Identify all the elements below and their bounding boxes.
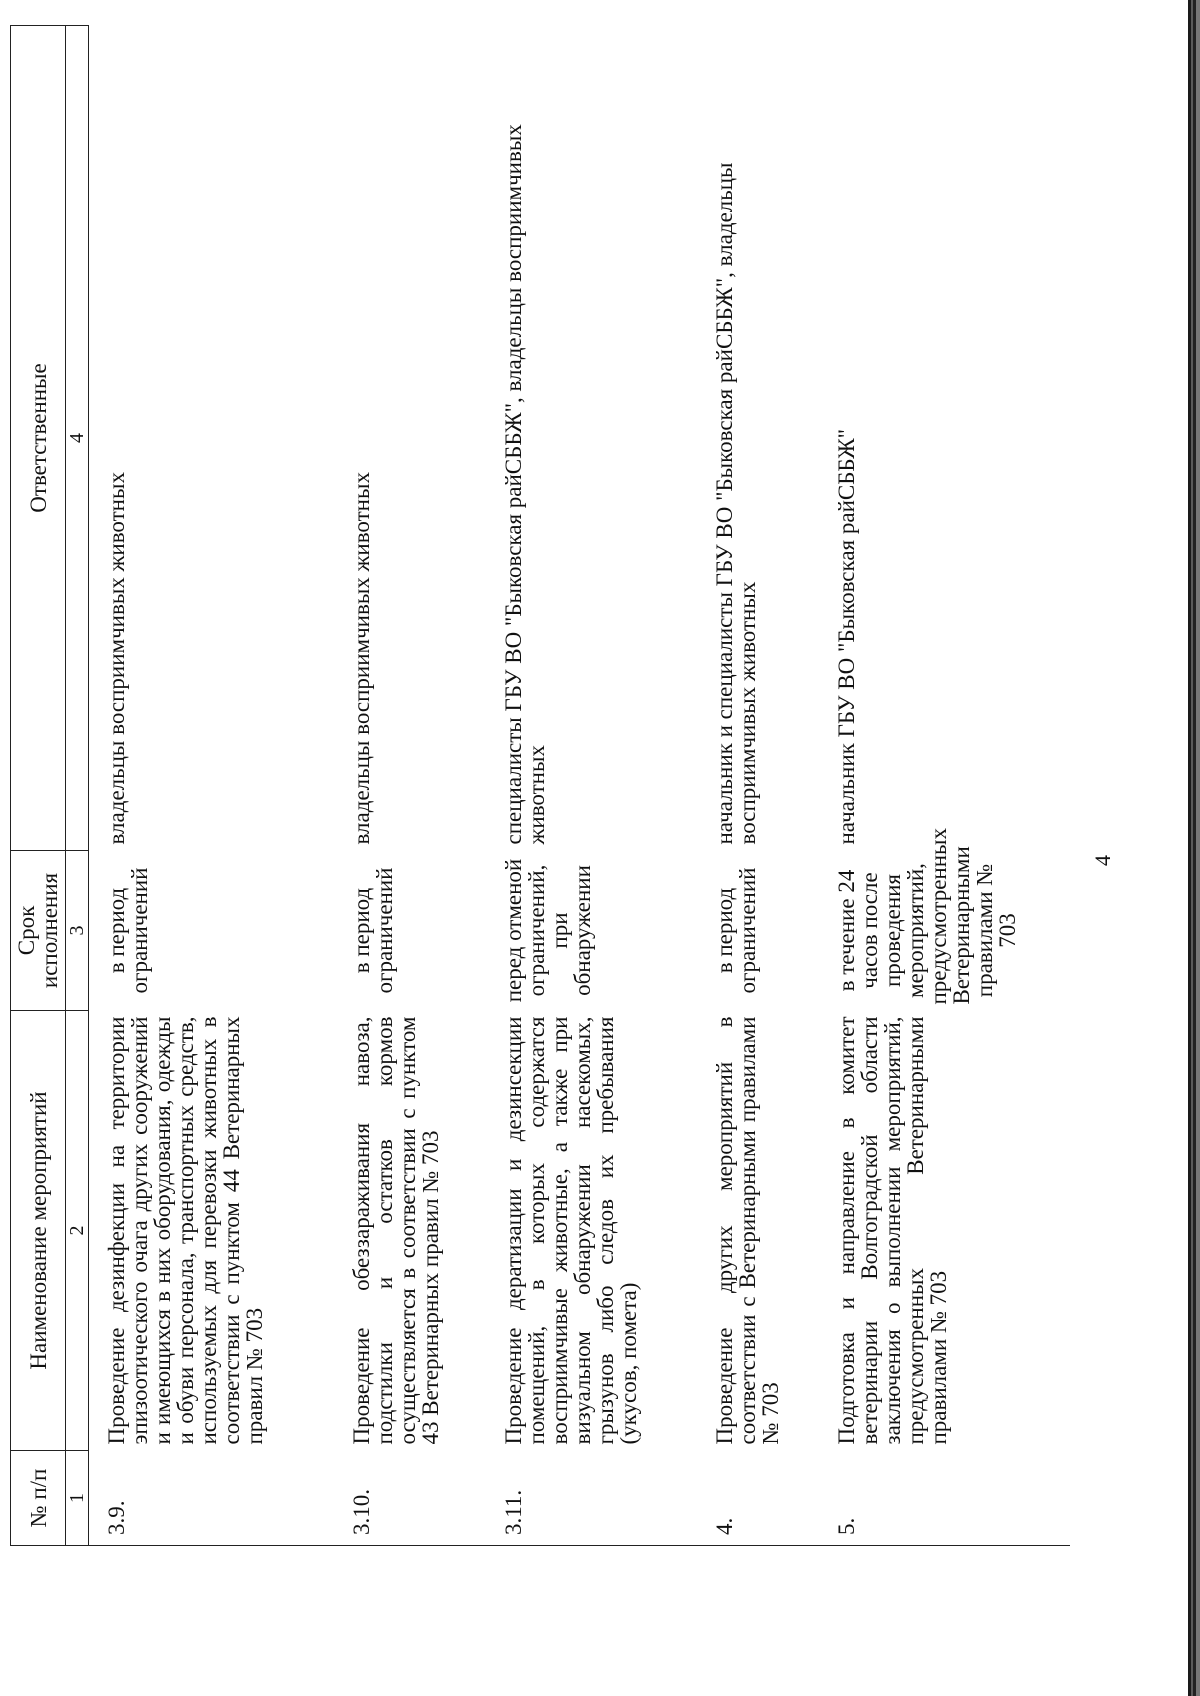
measure-name: Проведение дезинфекции на территории эпизоотического очага других сооружений и имеющихся в них оборудования, одежды и обуви персонала, транспортных средств, используемых для перевозки животных в соответствии с пунктом 44 Ветеринарных правил № 703 [104,1016,267,1445]
row-number: 3.11. [496,1451,708,1546]
column-number: 1 [66,1451,89,1546]
row-number: 4. [707,1451,829,1546]
measure-deadline: перед отменой ограничений, при обнаружении [500,858,595,1003]
header-deadline: Срок исполнения [11,851,66,1011]
column-number: 4 [66,26,89,851]
column-number: 2 [66,1011,89,1451]
measure-responsible: специалисты ГБУ ВО "Быковская райСББЖ", владельцы восприимчивых животных [500,124,549,845]
measure-name: Проведение обеззараживания навоза, подстилки и остатков кормов осуществляется в соответствии с пунктом 43 Ветеринарных правил № 703 [349,1016,444,1445]
measure-name: Подготовка и направление в комитет ветеринарии Волгоградской области заключения о выполнении мероприятий, предусмотренных Ветеринарными правилами № 703 [834,1016,951,1445]
table-row [829,26,1070,1546]
measure-deadline: в течение 24 часов после проведения мероприятий, предусмотренных Ветеринарными правилами № 703 [834,828,1020,1005]
header-name: Наименование мероприятий [11,1011,66,1451]
row-number: 3.9. [89,1451,345,1546]
measures-table [10,25,1070,1546]
measure-responsible: начальник ГБУ ВО "Быковская райСББЖ" [834,428,859,845]
measure-deadline: в период ограничений [349,867,398,994]
row-number: 5. [829,1451,1070,1546]
column-number: 3 [66,851,89,1011]
table-header-row [11,26,66,1546]
measure-responsible: владельцы восприимчивых животных [349,472,375,845]
table-row [89,26,345,1546]
header-responsible: Ответственные [11,26,66,851]
measure-name: Проведение дератизации и дезинсекции помещений, в которых содержатся восприимчивые животные, а также при визуальном обнаружении насекомых, грызунов либо следов их пребывания (укусов, помета) [500,1016,641,1445]
column-number-row [66,26,89,1546]
table-row [707,26,829,1546]
measure-deadline: в период ограничений [712,867,761,994]
measure-responsible: владельцы восприимчивых животных [104,472,129,845]
measure-responsible: начальник и специалисты ГБУ ВО "Быковская райСББЖ", владельцы восприимчивых животных [712,162,761,845]
header-num: № п/п [11,1451,66,1546]
row-number: 3.10. [344,1451,496,1546]
page-number: 4 [1090,855,1115,866]
measure-name: Проведение других мероприятий в соответствии с Ветеринарными правилами № 703 [712,1016,784,1445]
table-row [496,26,708,1546]
table-row [344,26,496,1546]
measure-deadline: в период ограничений [104,867,152,994]
